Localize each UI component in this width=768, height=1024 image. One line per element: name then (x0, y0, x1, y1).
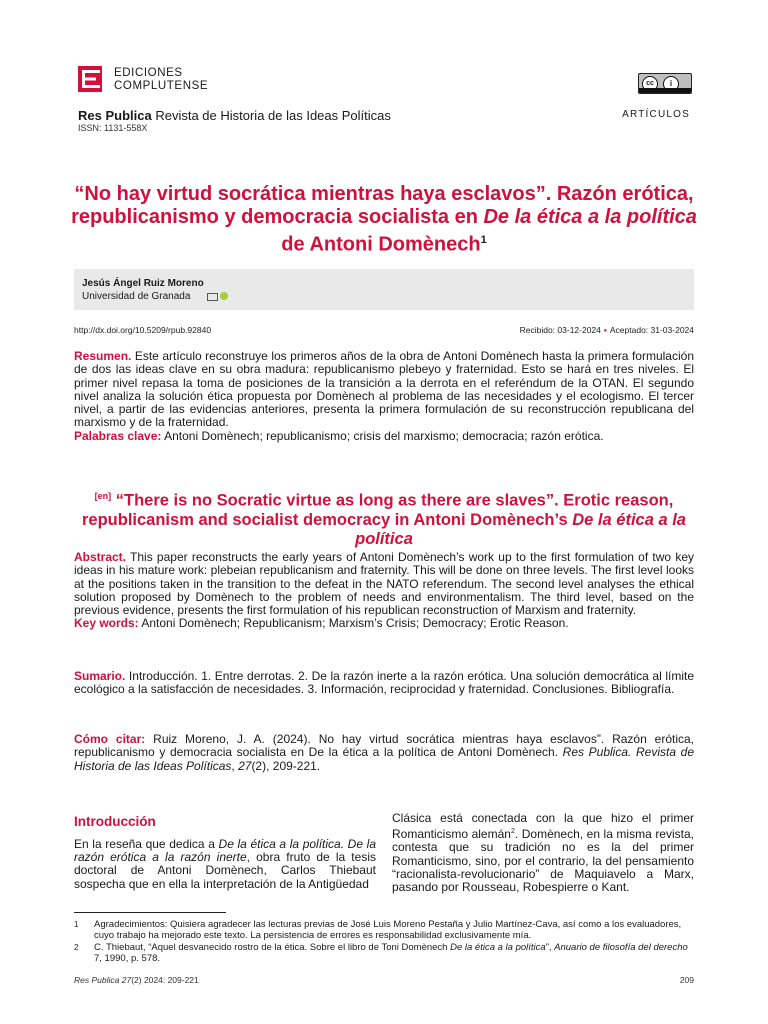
title-footnote-ref[interactable]: 1 (480, 234, 487, 246)
accepted-date: Aceptado: 31-03-2024 (609, 325, 694, 335)
journal-title (78, 108, 391, 123)
palabras-clave-label: Palabras clave: (74, 428, 162, 443)
intro-left-a: En la reseña que dedica a (74, 837, 219, 851)
cite-tail: (2), 209-221. (251, 758, 321, 773)
footnote-2 (74, 943, 694, 965)
english-title-part1: “There is no Socratic virtue as long as there are slaves”. Erotic reason, republicanism and socialist democracy in Antoni Domènech’s (82, 491, 674, 529)
intro-right-a: Clásica está conectada con la que hizo el primer Romanticismo alemán (392, 811, 694, 842)
english-title-italic: De la ética a la política (355, 510, 686, 548)
footnote-ref-2[interactable]: 2 (510, 828, 515, 836)
resumen-text: Este artículo reconstruye los primeros años de la obra de Antoni Domènech hasta la primera formulación de dos las ideas clave en su obra madura: republicanismo plebeyo y fraternidad. Esto se hará en tres niveles. El primer nivel repasa la toma de posiciones de la transición a la derrota en el referéndum de la OTAN. El segundo nivel analiza la solución ética propuesta por Domènech al problema de las necesidades y el ecologismo. El tercer nivel, a partir de las evidencias anteriores, presenta la primera formulación de su reconstrucción republicana del marxismo y de la fraternidad. (74, 349, 694, 430)
publisher-line-2: COMPLUTENSE (114, 79, 209, 92)
sumario-text: Introducción. 1. Entre derrotas. 2. De la razón inerte a la razón erótica. Una solución democrática al límite ecológico a la satisfacción de necesidades. 3. Información, reciprocidad y fraternidad. Conclusiones. Bibliografía. (74, 669, 694, 697)
palabras-clave-text: Antoni Domènech; republicanismo; crisis del marxismo; democracia; razón erótica. (161, 428, 604, 443)
by-person-icon: i (663, 76, 679, 92)
ediciones-complutense-logo (78, 66, 102, 92)
english-title (70, 487, 698, 549)
como-citar-text: Ruiz Moreno, J. A. (2024). No hay virtud socrática mientras haya esclavos”. Razón erótica, republicanismo y democracia socialista en De la ética a la política de Antoni Domènech. (74, 732, 694, 760)
intro-right-b: . Domènech, en la misma revista, contesta que su tradición no es la del primer Romanticismo, sino, por el contrario, la del pensamiento “racionalista-revolucionario” de Maquiavelo a Marx, pasando por Rousseau, Robespierre o Kant. (392, 827, 694, 895)
footnote-2-text: C. Thiebaut, “Aquel desvanecido rostro de la ética. Sobre el libro de Toni Domènech De la ética a la política”, Anuario de filosofía del derecho 7, 1990, p. 578. (94, 942, 688, 964)
intro-left-italic: De la ética a la política. De la razón erótica a la razón inerte (74, 837, 376, 865)
abstract-label: Abstract. (74, 550, 127, 564)
journal-name: Res Publica (78, 108, 152, 123)
publisher-name (114, 67, 208, 92)
running-footer (74, 975, 199, 985)
como-citar (74, 733, 694, 773)
sumario-label: Sumario. (74, 669, 126, 683)
cite-journal: Res Publica. Revista de Historia de las Ideas Políticas (74, 745, 694, 773)
resumen (74, 350, 694, 443)
cc-by-license-badge[interactable] (638, 73, 692, 94)
intro-right-column (392, 812, 694, 894)
doi-link[interactable]: http://dx.doi.org/10.5209/rpub.92840 (74, 325, 212, 335)
lang-tag: [en] (94, 491, 112, 501)
intro-left-b: , obra fruto de la tesis doctoral de Antoni Domènech, Carlos Thiebaut sospecha que en ella la interpretación de la Antigüedad (74, 850, 376, 891)
author-box (74, 269, 694, 310)
abstract-text: This paper reconstructs the early years of Antoni Domènech’s work up to the first formulation of two key ideas in his mature work: plebeian republicanism and fraternity. This will be done on three levels. The first level looks at the positions taken in the transition to the defeat in the NATO referendum. The second level analyses the ethical solution proposed by Domènech to the problem of needs and environmentalism. The third level, based on the previous evidence, presents the first formulation of his republican reconstruction of Marxism and fraternity. (74, 550, 694, 618)
journal-subtitle: Revista de Historia de las Ideas Políticas (155, 108, 391, 123)
cc-icon: cc (642, 76, 658, 92)
intro-left-column (74, 838, 376, 891)
author-name: Jesús Ángel Ruiz Moreno (82, 278, 204, 289)
key-words-text: Antoni Domènech; Republicanism; Marxism’s Crisis; Democracy; Erotic Reason. (138, 616, 569, 631)
bullet-separator: • (603, 325, 607, 335)
section-label: ARTÍCULOS (622, 109, 690, 120)
footnote-2-number: 2 (74, 943, 79, 952)
key-words-label: Key words: (74, 616, 139, 631)
publisher-line-1: EDICIONES (114, 67, 183, 79)
title-part1: “No hay virtud socrática mientras haya esclavos”. Razón erótica, republicanismo y democracia socialista en (71, 183, 694, 228)
page-number: 209 (679, 975, 694, 985)
footnote-1-number: 1 (74, 920, 79, 929)
email-icon[interactable] (207, 293, 218, 301)
como-citar-label: Cómo citar: (74, 732, 146, 746)
footer-issue: (2) 2024: 209-221 (131, 975, 199, 985)
orcid-icon[interactable] (220, 292, 228, 300)
abstract (74, 551, 694, 631)
cite-sep: , (231, 758, 239, 773)
section-heading-introduccion: Introducción (74, 814, 156, 829)
author-affiliation: Universidad de Granada (82, 291, 191, 302)
issn: ISSN: 1131-558X (78, 123, 148, 133)
received-date: Recibido: 03-12-2024 (519, 325, 601, 335)
dates (520, 325, 694, 335)
title-italic: De la ética a la política (483, 206, 697, 228)
title-part2: de Antoni Domènech (281, 233, 481, 256)
footnote-1 (74, 920, 694, 942)
article-title (70, 183, 698, 257)
footnote-rule (74, 912, 226, 913)
footer-volume: 27 (121, 975, 132, 985)
cite-volume: 27 (238, 758, 252, 773)
footnote-1-text: Agradecimientos: Quisiera agradecer las lecturas previas de José Luis Moreno Pestaña y Julio Martínez-Cava, así como a los evaluadores, cuyo trabajo ha mejorado este texto. La persistencia de errores es responsabilidad exclusivamente mía. (94, 919, 682, 941)
resumen-label: Resumen. (74, 349, 132, 363)
sumario (74, 670, 694, 697)
footer-journal: Res Publica (74, 975, 122, 985)
